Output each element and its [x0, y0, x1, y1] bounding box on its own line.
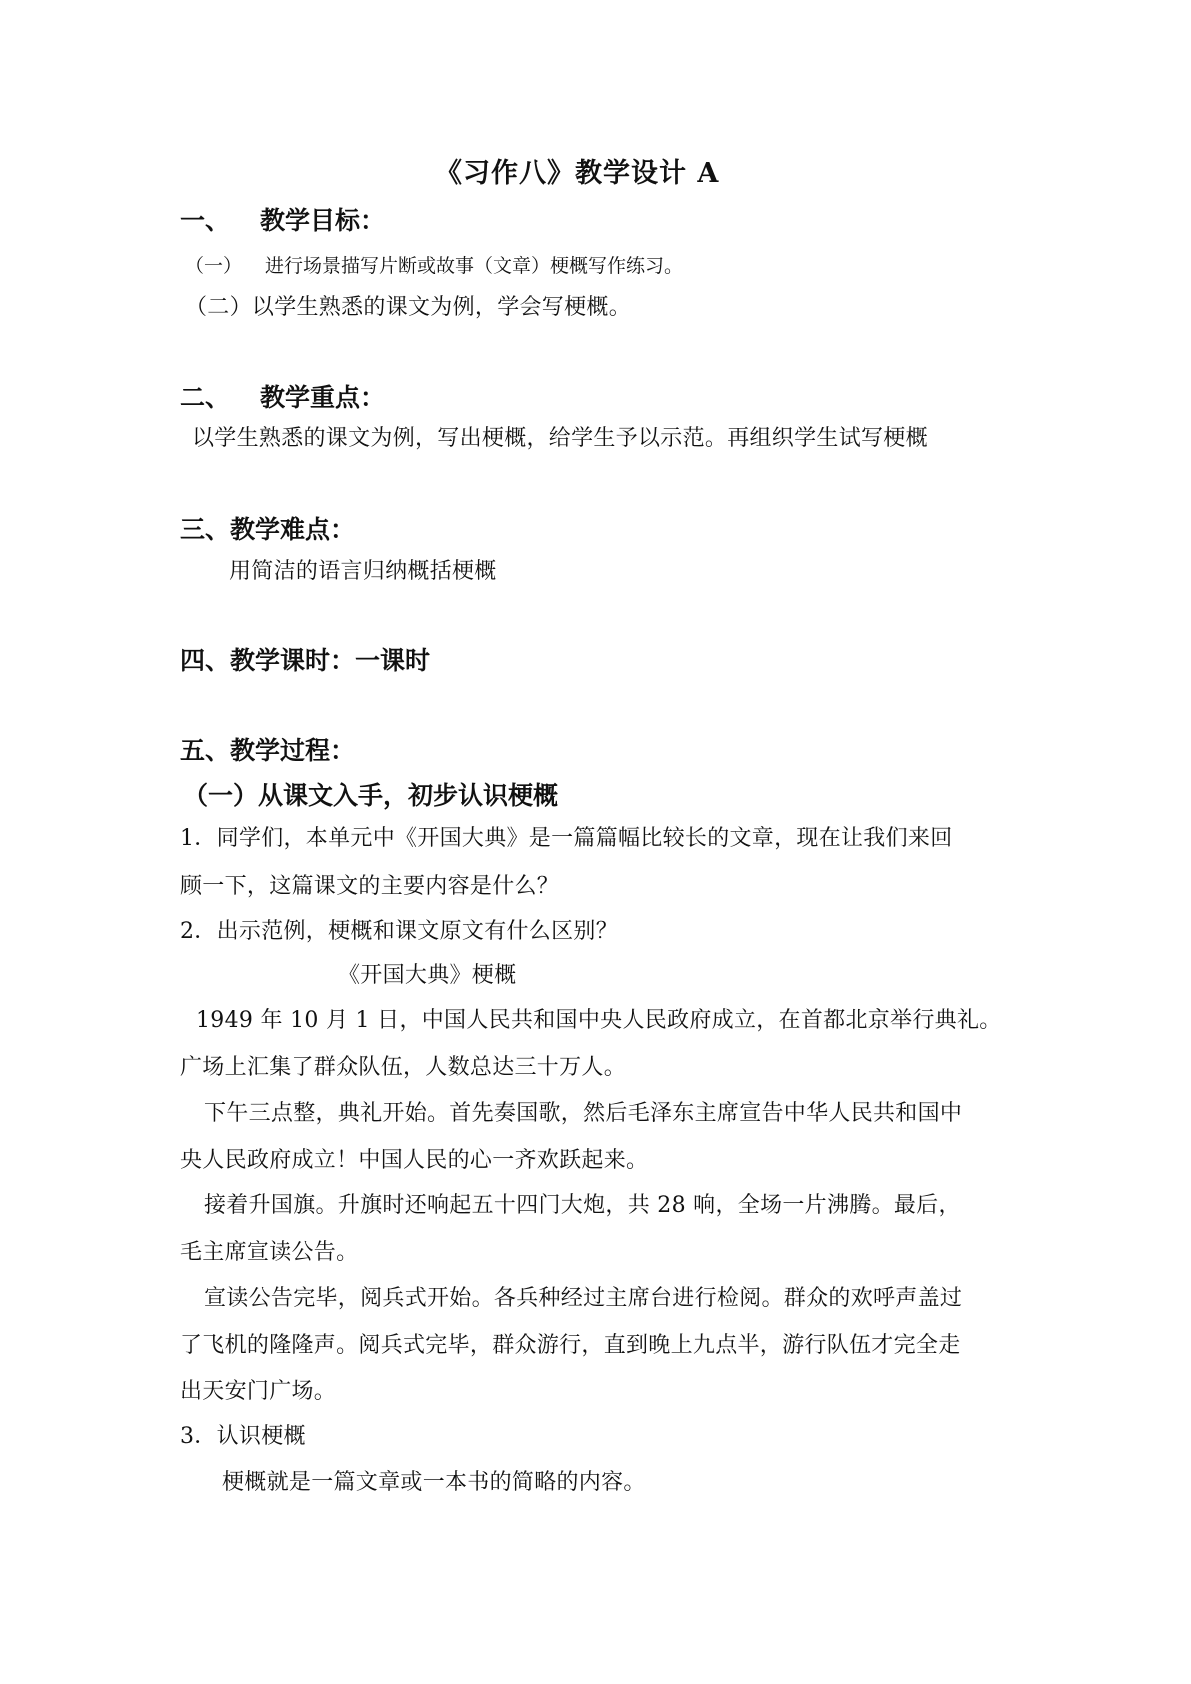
section-1-number: 一、 — [180, 206, 231, 235]
objective-item-1 — [185, 257, 683, 276]
section-1-title: 教学目标： — [260, 206, 386, 235]
paragraph-line: 1949 年 10 月 1 日，中国人民共和国中央人民政府成立，在首都北京举行典礼。 — [196, 1008, 1002, 1033]
paragraph-line: 下午三点整，典礼开始。首先奏国歌，然后毛泽东主席宣告中华人民共和国中 — [204, 1101, 963, 1126]
objective-item-1-number: （一） — [185, 255, 243, 277]
paragraph-line: 梗概就是一篇文章或一本书的简略的内容。 — [222, 1470, 646, 1495]
objective-item-2 — [185, 297, 631, 319]
objective-item-2-text: 以学生熟悉的课文为例，学会写梗概。 — [251, 295, 632, 320]
paragraph-line: 3．认识梗概 — [180, 1424, 306, 1449]
section-2-heading — [180, 385, 385, 410]
paragraph-line: 出天安门广场。 — [180, 1379, 337, 1404]
paragraph-line: 广场上汇集了群众队伍，人数总达三十万人。 — [180, 1055, 627, 1080]
section-5-heading: 五、教学过程： — [180, 736, 356, 765]
paragraph-line: 接着升国旗。升旗时还响起五十四门大炮，共 28 响，全场一片沸腾。最后， — [204, 1193, 961, 1218]
section-1-heading — [180, 208, 385, 233]
section-2-number: 二、 — [180, 383, 231, 412]
paragraph-line: 宣读公告完毕，阅兵式开始。各兵种经过主席台进行检阅。群众的欢呼声盖过 — [204, 1286, 963, 1311]
paragraph-line: 毛主席宣读公告。 — [180, 1240, 359, 1265]
objective-item-1-text: 进行场景描写片断或故事（文章）梗概写作练习。 — [265, 255, 684, 277]
document-title: 《习作八》教学设计 A — [435, 158, 720, 189]
section-4-heading: 四、教学课时：一课时 — [180, 646, 431, 675]
key-point-text: 以学生熟悉的课文为例，写出梗概，给学生予以示范。再组织学生试写梗概 — [192, 426, 928, 451]
paragraph-line: 2．出示范例，梗概和课文原文有什么区别？ — [180, 919, 618, 944]
section-2-title: 教学重点： — [260, 383, 386, 412]
objective-item-2-number: （二） — [185, 295, 252, 320]
process-step-1-heading: （一）从课文入手，初步认识梗概 — [183, 781, 559, 810]
paragraph-line: 了飞机的隆隆声。阅兵式完毕，群众游行，直到晚上九点半，游行队伍才完全走 — [180, 1333, 961, 1358]
summary-title: 《开国大典》梗概 — [338, 963, 517, 988]
paragraph-line: 顾一下，这篇课文的主要内容是什么？ — [180, 874, 560, 899]
paragraph-line: 1．同学们，本单元中《开国大典》是一篇篇幅比较长的文章，现在让我们来回 — [180, 826, 953, 851]
section-3-heading: 三、教学难点： — [180, 515, 356, 544]
paragraph-line: 央人民政府成立！中国人民的心一齐欢跃起来。 — [180, 1148, 649, 1173]
difficulty-text: 用简洁的语言归纳概括梗概 — [229, 559, 497, 584]
